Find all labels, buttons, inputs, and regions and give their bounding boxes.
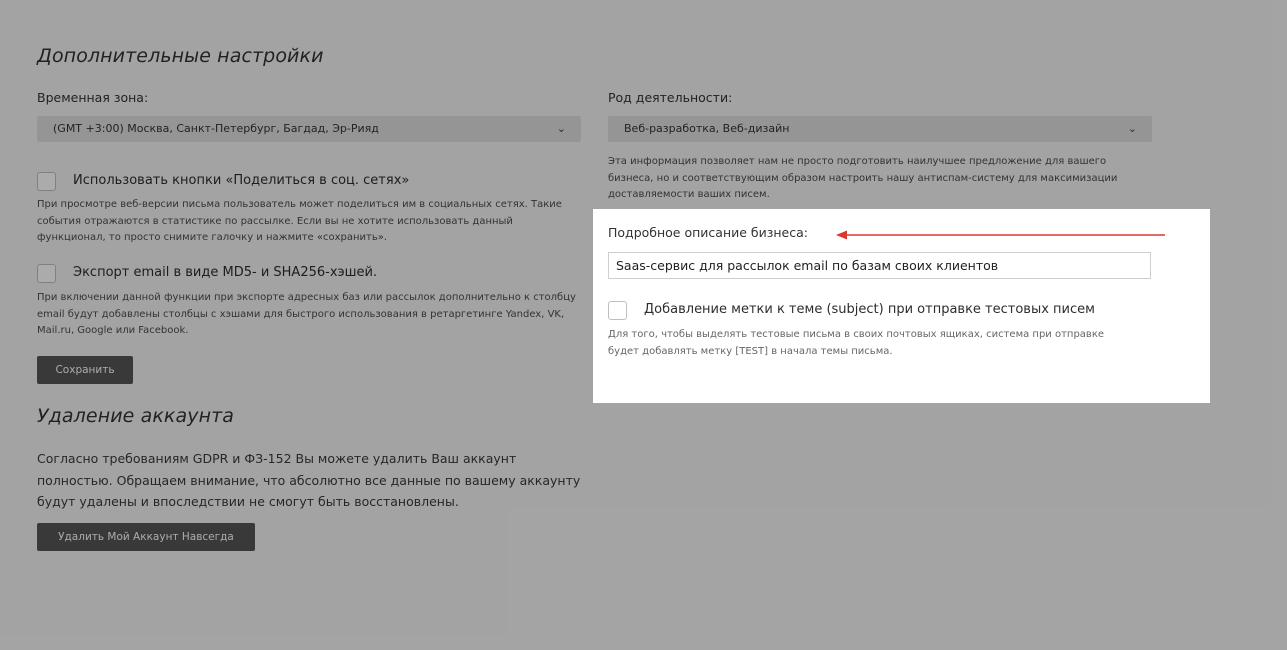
delete-description: Согласно требованиям GDPR и ФЗ-152 Вы можете удалить Ваш аккаунт полностью. Обращаем внимание, что абсолютно все данные по вашему аккаунту будут удалены и впоследствии не смогут быть восстановлены.: [37, 451, 581, 509]
business-description-label: Подробное описание бизнеса:: [608, 225, 808, 240]
chevron-down-icon: ⌄: [556, 122, 566, 135]
section-title-delete: Удаление аккаунта: [37, 405, 235, 427]
save-button[interactable]: Сохранить: [37, 356, 133, 384]
test-subject-description: Для того, чтобы выделять тестовые письма в своих почтовых ящиках, система при отправке будет добавлять метку [TEST] в начала темы письма.: [608, 329, 1105, 357]
business-description-input[interactable]: Saas-сервис для рассылок email по базам своих клиентов: [608, 252, 1151, 279]
chevron-down-icon: ⌄: [1127, 122, 1137, 135]
activity-value: Веб-разработка, Веб-дизайн: [624, 122, 790, 135]
section-title-additional: Дополнительные настройки: [37, 45, 324, 67]
export-label: Экспорт email в виде MD5- и SHA256-хэшей.: [73, 265, 378, 280]
share-checkbox[interactable]: [37, 172, 56, 191]
timezone-value: (GMT +3:00) Москва, Санкт-Петербург, Багдад, Эр-Рияд: [53, 122, 379, 135]
timezone-label: Временная зона:: [37, 90, 149, 105]
delete-account-button[interactable]: Удалить Мой Аккаунт Навсегда: [37, 523, 255, 551]
test-subject-checkbox[interactable]: [608, 301, 627, 320]
business-highlight-panel: [593, 209, 1210, 403]
share-label: Использовать кнопки «Поделиться в соц. сетях»: [73, 173, 410, 188]
test-subject-label: Добавление метки к теме (subject) при отправке тестовых писем: [644, 302, 1095, 317]
activity-select[interactable]: [608, 116, 1152, 142]
red-arrow-annotation: [833, 227, 1169, 243]
activity-label: Род деятельности:: [608, 90, 733, 105]
activity-description: Эта информация позволяет нам не просто подготовить наилучшее предложение для вашего бизнеса, но и соответствующим образом настроить нашу антиспам-систему для максимизации доставляемости ваших писем.: [608, 156, 1118, 200]
export-checkbox[interactable]: [37, 264, 56, 283]
timezone-select[interactable]: [37, 116, 581, 142]
export-description: При включении данной функции при экспорте адресных баз или рассылок дополнительно к столбцу email будут добавлены столбцы с хэшами для быстрого использования в ретаргетинге Yandex, VK, Mail.ru, Google или Facebook.: [37, 292, 576, 336]
share-description: При просмотре веб-версии письма пользователь может поделиться им в социальных сетях. Такие события отражаются в статистике по рассылке. Если вы не хотите использовать данный функционал, то просто снимите галочку и нажмите «сохранить».: [37, 199, 562, 243]
